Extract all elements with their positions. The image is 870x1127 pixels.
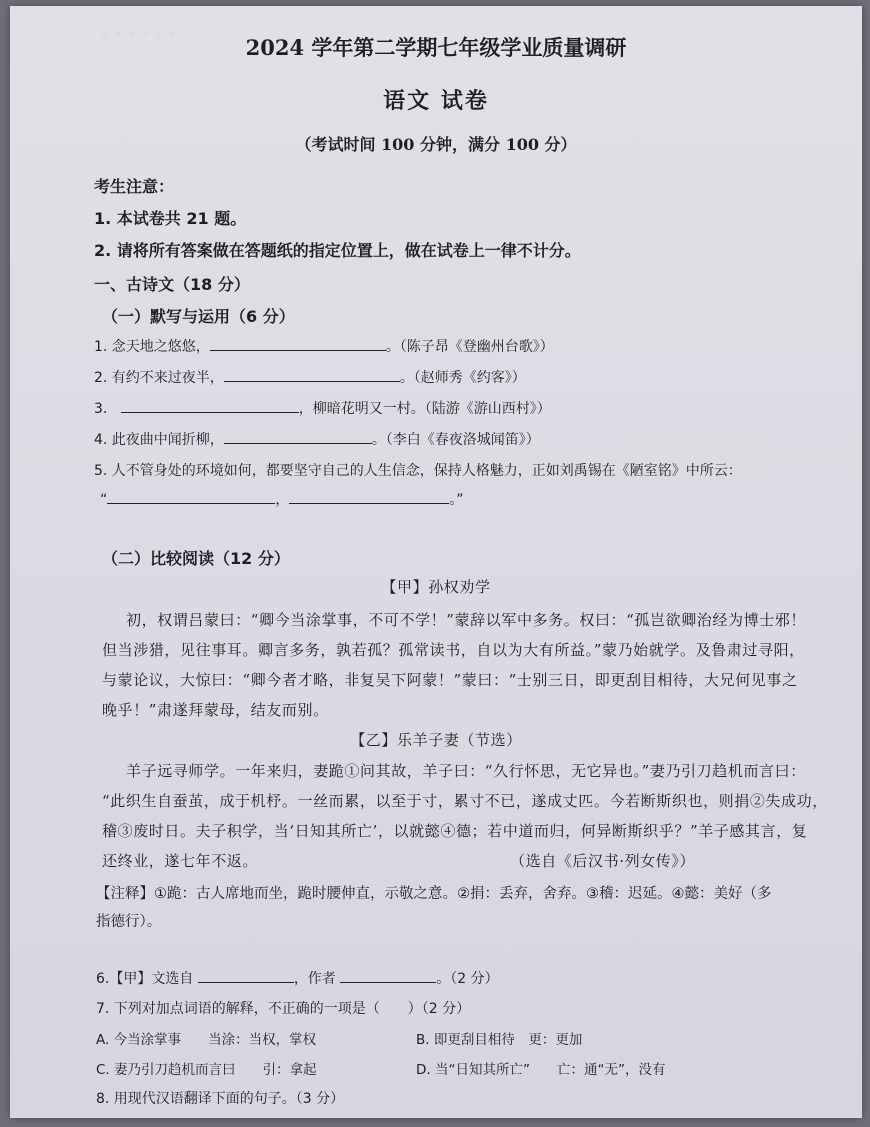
answer-blank: [107, 502, 275, 504]
passage-b-line-4: 还终业，遂七年不返。: [102, 852, 259, 870]
question-3: [94, 398, 551, 418]
passage-b-source: （选自《后汉书·列女传》）: [510, 852, 696, 870]
passage-a-title: 【甲】孙权劝学: [381, 578, 491, 596]
passage-b-title: 【乙】乐羊子妻（节选）: [350, 731, 522, 749]
answer-blank: [224, 442, 372, 444]
passage-b-line-3: 稽③废时日。夫子积学，当‘日知其所亡’，以就懿④德；若中道而归，何异断斯织乎？”羊子感其言，复: [102, 822, 808, 840]
comma: ，: [275, 492, 290, 508]
passage-a-line-4: 晚乎！”肃遂拜蒙母，结友而别。: [102, 701, 329, 719]
question-3-number: 3.: [94, 401, 108, 417]
answer-blank: [340, 981, 436, 983]
question-5-prompt: 5. 人不管身处的环境如何，都要坚守自己的人生信念，保持人格魅力，正如刘禹锡在《陋室铭》中所云：: [94, 463, 742, 479]
answer-blank: [289, 502, 449, 504]
answer-blank: [224, 380, 400, 382]
section-1-heading: 一、古诗文（18 分）: [94, 275, 250, 294]
question-8: 8. 用现代汉语翻译下面的句子。（3 分）: [96, 1091, 345, 1107]
open-quote: “: [100, 492, 108, 508]
exam-title: 2024 学年第二学期七年级学业质量调研: [245, 35, 627, 60]
bleed-through-text: ◦ ◦ ◦ ◦ ◦ ◦: [100, 26, 177, 44]
annotation-line-2: 指德行）。: [96, 914, 162, 930]
answer-blank: [121, 411, 299, 413]
close-quote: 。”: [449, 492, 464, 508]
passage-a-line-2: 但当涉猎，见往事耳。卿言多务，孰若孤？孤常读书，自以为大有所益。”蒙乃始就学。及鲁肃过寻阳，: [102, 641, 805, 659]
passage-a-line-1: 初，权谓吕蒙曰：“卿今当涂掌事，不可不学！”蒙辞以军中多务。权曰：“孤岂欲卿治经为博士邪！: [126, 611, 807, 629]
passage-a-line-3: 与蒙论议，大惊曰：“卿今者才略，非复吴下阿蒙！”蒙曰：“士别三日，即更刮目相待，大兄何见事之: [102, 671, 798, 689]
option-a: A. 今当涂掌事 当涂：当权，掌权: [96, 1032, 317, 1048]
question-4: [94, 429, 540, 449]
part-2-heading: （二）比较阅读（12 分）: [102, 549, 290, 568]
notice-heading: 考生注意：: [94, 177, 175, 196]
question-1: [94, 336, 554, 356]
question-7: 7. 下列对加点词语的解释，不正确的一项是（ ）（2 分）: [96, 1001, 471, 1017]
question-6: [96, 968, 499, 988]
question-2-prompt: 2. 有约不来过夜半，: [94, 370, 224, 386]
answer-blank: [198, 981, 294, 983]
question-6-author-label: ，作者: [293, 971, 336, 987]
answer-blank: [210, 349, 386, 351]
question-1-source: 。（陈子昂《登幽州台歌》）: [385, 339, 554, 355]
question-1-prompt: 1. 念天地之悠悠，: [94, 339, 210, 355]
question-5-answer-line: [100, 489, 464, 509]
notice-item-1: 1. 本试卷共 21 题。: [94, 209, 247, 228]
option-c: C. 妻乃引刀趋机而言曰 引：拿起: [96, 1062, 317, 1078]
part-1-heading: （一）默写与运用（6 分）: [102, 307, 295, 326]
passage-b-line-1: 羊子远寻师学。一年来归，妻跪①问其故，羊子曰：“久行怀思，无它异也。”妻乃引刀趋机而言曰：: [126, 762, 806, 780]
question-2-source: 。（赵师秀《约客》）: [399, 370, 526, 386]
annotation-line-1: 【注释】①跪：古人席地而坐，跪时腰伸直，示敬之意。②捐：丢弃，舍弃。③稽：迟延。④懿：美好（多: [96, 886, 772, 902]
notice-item-2: 2. 请将所有答案做在答题纸的指定位置上，做在试卷上一律不计分。: [94, 241, 581, 260]
question-6-score: 。（2 分）: [436, 971, 499, 987]
exam-info: （考试时间 100 分钟，满分 100 分）: [295, 135, 577, 154]
option-b: B. 即更刮目相待 更：更加: [416, 1032, 583, 1048]
question-6-prompt: 6.【甲】文选自: [96, 971, 194, 987]
question-3-source: ，柳暗花明又一村。（陆游《游山西村》）: [298, 401, 551, 417]
exam-subtitle: 语文 试卷: [383, 88, 489, 114]
exam-paper: [10, 6, 862, 1118]
question-4-source: 。（李白《春夜洛城闻笛》）: [371, 432, 540, 448]
passage-b-line-2: “此织生自蚕茧，成于机杼。一丝而累，以至于寸，累寸不已，遂成丈匹。今若断斯织也，则捐②失成功，: [102, 792, 828, 810]
question-4-prompt: 4. 此夜曲中闻折柳，: [94, 432, 224, 448]
option-d: D. 当“日知其所亡” 亡：通“无”，没有: [416, 1062, 666, 1078]
question-2: [94, 367, 526, 387]
